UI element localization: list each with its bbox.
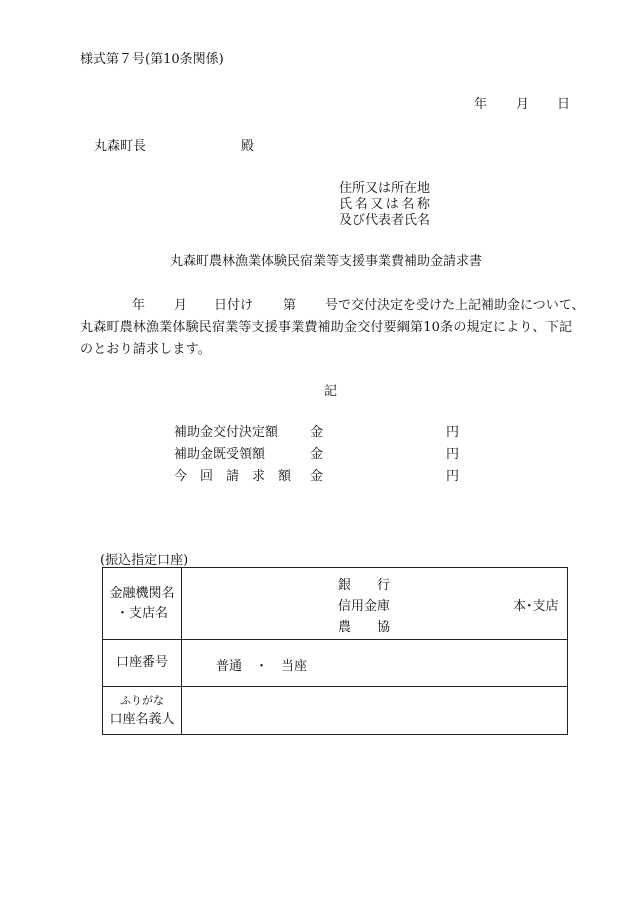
- ki-heading: 記: [324, 384, 338, 399]
- form-number: 様式第７号(第10条関係): [80, 52, 224, 67]
- body-year: 年: [132, 298, 146, 313]
- amount-label-received: 補助金既受領額: [174, 447, 266, 462]
- body-rest: 号で交付決定を受けた上記補助金について、: [325, 298, 585, 313]
- applicant-representative: 及び代表者氏名: [339, 213, 431, 228]
- amount-kin-request: 金: [310, 469, 324, 484]
- institution-label-line-2: ・支店名: [115, 605, 168, 621]
- date-year: 年: [474, 97, 488, 112]
- bank-section-label: (振込指定口座): [100, 553, 189, 568]
- account-holder-label: 口座名義人: [109, 711, 175, 727]
- account-holder-label-cell: [103, 687, 182, 735]
- recipient-name: 丸森町長: [94, 139, 147, 154]
- amount-yen-decision: 円: [446, 425, 460, 440]
- account-type-options: 普通 ・ 当座: [216, 659, 308, 674]
- amount-yen-request: 円: [446, 469, 460, 484]
- account-number-cell[interactable]: [182, 640, 568, 687]
- bank-institution-row: [103, 568, 568, 640]
- account-holder-cell[interactable]: [182, 687, 568, 735]
- date-day: 日: [557, 97, 571, 112]
- account-number-row: [103, 640, 568, 687]
- body-dated: 日付け: [214, 298, 254, 313]
- amount-yen-received: 円: [446, 447, 460, 462]
- type-nokyo: 農 協: [338, 620, 391, 635]
- recipient-honorific: 殿: [241, 139, 255, 154]
- institution-label-cell: [103, 568, 182, 640]
- account-number-label: 口座番号: [103, 640, 182, 687]
- institution-input-cell[interactable]: [182, 568, 568, 640]
- type-bank: 銀 行: [338, 578, 391, 593]
- applicant-address: 住所又は所在地: [339, 181, 431, 196]
- amount-label-decision: 補助金交付決定額: [174, 425, 279, 440]
- body-dai: 第: [283, 298, 297, 313]
- body-line-2: 丸森町農林漁業体験民宿業等支援事業費補助金交付要綱第10条の規定により、下記: [80, 320, 573, 335]
- applicant-name: 氏名又は名称: [339, 197, 433, 212]
- amount-kin-received: 金: [310, 447, 324, 462]
- body-month: 月: [174, 298, 188, 313]
- institution-label-line-1: 金融機関名: [109, 585, 175, 601]
- amount-kin-decision: 金: [310, 425, 324, 440]
- bank-account-table: [102, 567, 568, 735]
- document-title: 丸森町農林漁業体験民宿業等支援事業費補助金請求書: [170, 254, 483, 269]
- date-month: 月: [516, 97, 530, 112]
- amount-label-request: 今 回 請 求 額: [174, 469, 292, 484]
- furigana-label: ふりがな: [120, 693, 164, 707]
- branch-label: 本･支店: [513, 599, 559, 614]
- type-shinkin: 信用金庫: [338, 599, 391, 614]
- body-line-3: のとおり請求します。: [80, 342, 211, 357]
- account-holder-row: [103, 687, 568, 735]
